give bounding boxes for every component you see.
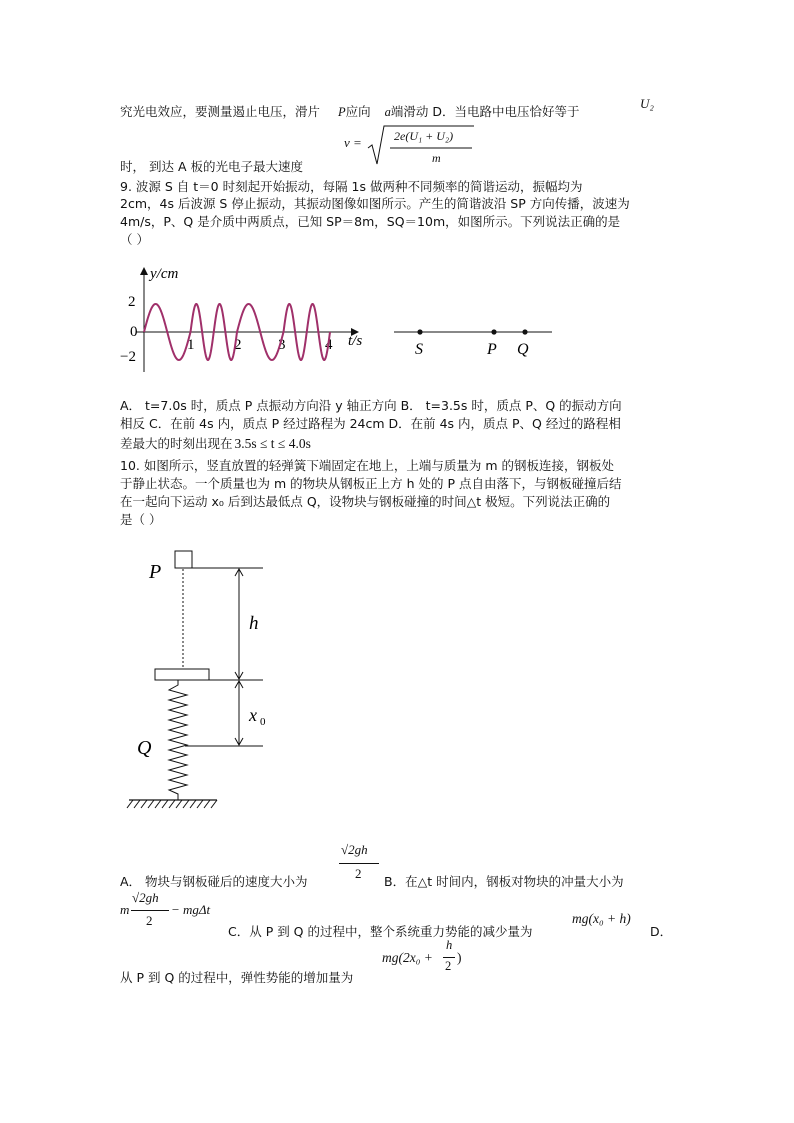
q8-u2: U₂ xyxy=(640,96,654,111)
q8-formula-den: m xyxy=(432,151,441,165)
block xyxy=(175,551,192,568)
q8-a-var: a xyxy=(384,105,391,119)
q9-line3: 4m/s，P、Q 是介质中两质点，已知 SP＝8m，SQ＝10m，如图所示。下列说法正确的是 xyxy=(120,214,621,229)
q10-line2: 于静止状态。一个质量也为 m 的物块从钢板正上方 h 处的 P 点自由落下，与钢板碰撞后结 xyxy=(120,476,622,491)
point-s xyxy=(417,329,422,334)
x-tick-2: 2 xyxy=(234,337,242,353)
label-s: S xyxy=(415,341,423,358)
x-axis-label: t/s xyxy=(348,333,363,349)
x-tick-3: 3 xyxy=(278,337,286,353)
q8-text-1c: 端滑动 D．当电路中电压恰好等于 xyxy=(390,104,580,119)
label-h: h xyxy=(249,613,259,634)
q10-optD-label: D． xyxy=(650,924,673,939)
q10-spring-figure xyxy=(125,545,275,815)
q10-line1: 10. 如图所示，竖直放置的轻弹簧下端固定在地上，上端与质量为 m 的钢板连接，钢板处 xyxy=(120,458,614,473)
optD-right: ) xyxy=(457,950,462,965)
y-axis-label: y/cm xyxy=(150,266,179,282)
q9-line1: 9. 波源 S 自 t＝0 时刻起开始振动，每隔 1s 做两种不同频率的简谐运动，振幅均为 xyxy=(120,179,583,194)
optD-den: 2 xyxy=(445,959,452,973)
q10-line3: 在一起向下运动 x₀ 后到达最低点 Q，设物块与钢板碰撞的时间△t 极短。下列说法正确的 xyxy=(120,494,611,509)
optB-num: √2gh xyxy=(132,890,159,905)
x-tick-1: 1 xyxy=(187,337,195,353)
q10-optD-text: 从 P 到 Q 的过程中，弹性势能的增加量为 xyxy=(120,970,354,985)
label-p: P xyxy=(149,561,162,583)
optD-left: mg(2x₀ + xyxy=(382,950,433,965)
label-p: P xyxy=(487,341,497,358)
optB-m: m xyxy=(120,902,130,917)
optB-formula xyxy=(120,888,230,932)
optB-den: 2 xyxy=(146,913,153,928)
q9-line2: 2cm，4s 后波源 S 停止振动，其振动图像如图所示。产生的简谐波沿 SP 方向传播，波速为 xyxy=(120,196,630,211)
optD-formula xyxy=(382,940,502,978)
spring xyxy=(169,680,187,800)
q8-line1 xyxy=(120,102,580,120)
q9-wave-line xyxy=(390,318,560,362)
q8-line2: 时， 到达 A 板的光电子最大速度 xyxy=(120,159,303,174)
q10-line4: 是（ ） xyxy=(120,512,162,527)
q8-text-1b: 应向 xyxy=(345,104,371,119)
q10-optB-text: B．在△t 时间内，钢板对物块的冲量大小为 xyxy=(384,874,624,889)
optA-text: A． 物块与钢板碰后的速度大小为 xyxy=(120,874,308,889)
q8-formula-lhs: v = xyxy=(344,135,362,150)
q8-formula-num: 2e(U₁ + U₂) xyxy=(394,129,454,143)
ground-hatch xyxy=(127,800,217,808)
optC-math: mg(x₀ + h) xyxy=(572,911,631,926)
point-p xyxy=(491,329,496,334)
q9-opt-math: 3.5s ≤ t ≤ 4.0s xyxy=(234,436,311,451)
q9-line4: （ ） xyxy=(120,232,149,247)
optA-fraction xyxy=(339,838,383,884)
optB-tail: − mgΔt xyxy=(171,902,211,917)
point-q xyxy=(522,329,527,334)
steel-plate xyxy=(155,669,209,680)
q9-opt-line3 xyxy=(120,434,311,452)
y-tick-neg2: −2 xyxy=(120,349,136,365)
optA-den: 2 xyxy=(355,866,362,881)
y-tick-2: 2 xyxy=(128,294,136,310)
q9-vibration-graph xyxy=(118,262,368,377)
optA-num: √2gh xyxy=(341,842,368,857)
x-tick-4: 4 xyxy=(325,337,333,353)
label-x0: x xyxy=(249,705,257,725)
q8-text-1: 究光电效应，要测量遏止电压，滑片 xyxy=(120,104,321,119)
q9-opt-line2: 相反 C．在前 4s 内，质点 P 经过路程为 24cm D．在前 4s 内，质点 P、Q 经过的路程相 xyxy=(120,416,621,431)
q9-opt-line1: A． t=7.0s 时，质点 P 点振动方向沿 y 轴正方向 B． t=3.5s 时，质点 P、Q 的振动方向 xyxy=(120,398,622,413)
y-tick-0: 0 xyxy=(130,324,138,340)
q8-formula xyxy=(344,124,474,170)
label-x0-sub: 0 xyxy=(260,716,266,728)
label-q: Q xyxy=(137,737,152,759)
label-q: Q xyxy=(517,341,529,358)
q9-opt-text3: 差最大的时刻出现在 xyxy=(120,436,233,451)
q10-optC-text: C．从 P 到 Q 的过程中，整个系统重力势能的减少量为 xyxy=(228,924,533,939)
q8-p-var: P xyxy=(338,105,346,119)
optD-num: h xyxy=(446,938,453,952)
